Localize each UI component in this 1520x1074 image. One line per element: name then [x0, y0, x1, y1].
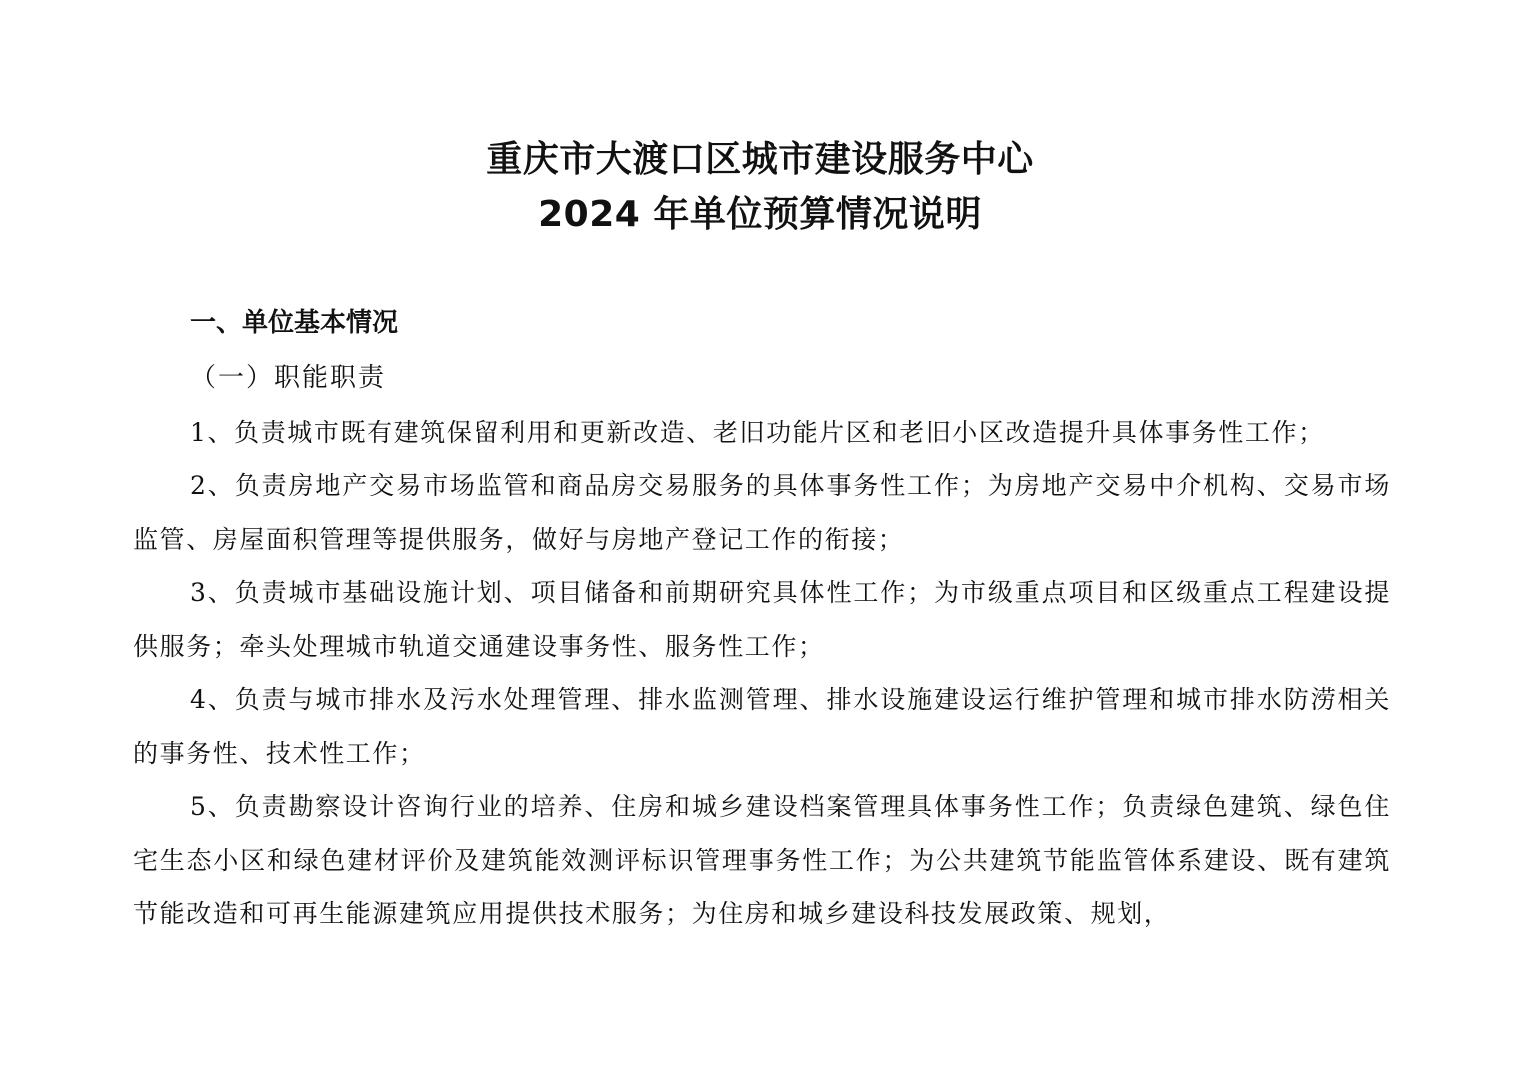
document-title-line2: 2024 年单位预算情况说明 [538, 194, 982, 235]
paragraph-4: 4、负责与城市排水及污水处理管理、排水监测管理、排水设施建设运行维护管理和城市排水防涝相关的事务性、技术性工作； [133, 685, 1391, 768]
document-title-line1: 重庆市大渡口区城市建设服务中心 [486, 139, 1034, 180]
section-heading: 一、单位基本情况 [190, 308, 399, 338]
paragraph-5: 5、负责勘察设计咨询行业的培养、住房和城乡建设档案管理具体事务性工作；负责绿色建筑、绿色住宅生态小区和绿色建材评价及建筑能效测评标识管理事务性工作；为公共建筑节能监管体系建设、既有建筑节能改造和可再生能源建筑应用提供技术服务；为住房和城乡建设科技发展政策、规划， [133, 792, 1391, 928]
subsection-heading: （一）职能职责 [190, 363, 387, 393]
paragraph-3: 3、负责城市基础设施计划、项目储备和前期研究具体性工作；为市级重点项目和区级重点工程建设提供服务；牵头处理城市轨道交通建设事务性、服务性工作； [133, 578, 1391, 661]
paragraph-1: 1、负责城市既有建筑保留利用和更新改造、老旧功能片区和老旧小区改造提升具体事务性工作； [190, 418, 1325, 447]
paragraph-2: 2、负责房地产交易市场监管和商品房交易服务的具体事务性工作；为房地产交易中介机构、交易市场监管、房屋面积管理等提供服务，做好与房地产登记工作的衔接； [133, 471, 1391, 554]
